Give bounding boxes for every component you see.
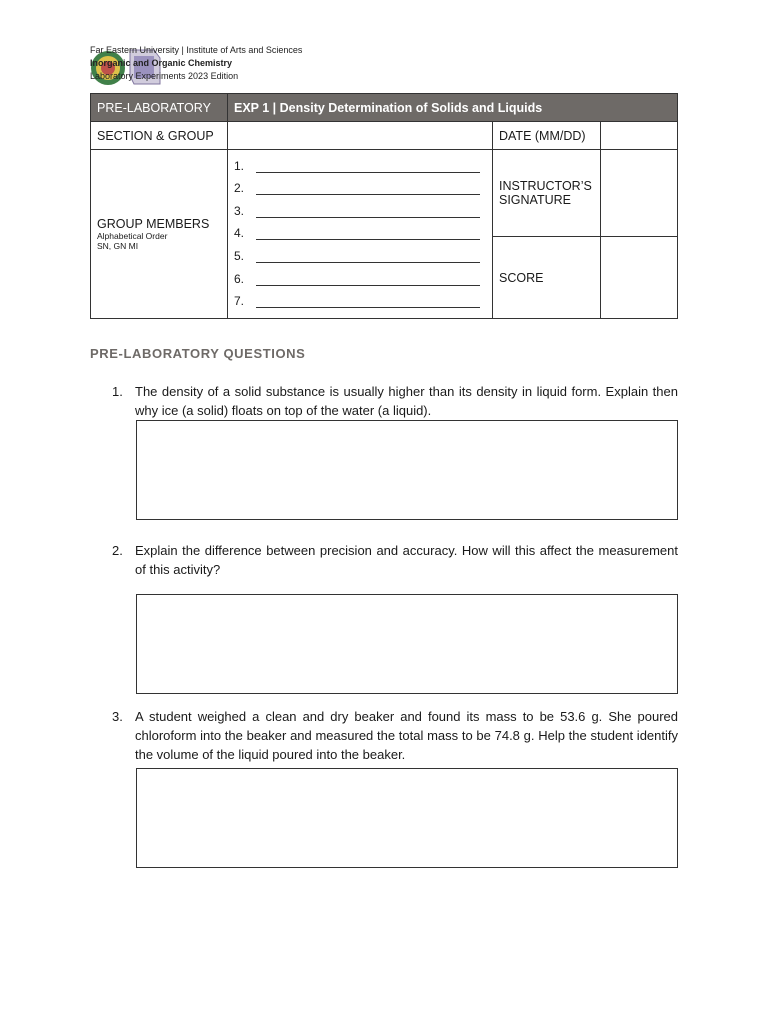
- score-field[interactable]: [601, 237, 678, 319]
- experiment-title: EXP 1 | Density Determination of Solids and Liquids: [228, 94, 678, 122]
- question-number: 3.: [112, 709, 123, 724]
- member-line[interactable]: 6.: [234, 263, 486, 286]
- member-line[interactable]: 7.: [234, 286, 486, 309]
- question-text: Explain the difference between precision and accuracy. How will this affect the measurement of this activity?: [135, 543, 678, 577]
- member-line[interactable]: 2.: [234, 173, 486, 196]
- header-course: Inorganic and Organic Chemistry: [90, 58, 233, 68]
- instructor-signature-field[interactable]: [601, 150, 678, 237]
- section-group-label: SECTION & GROUP: [91, 122, 228, 150]
- answer-box-3[interactable]: [136, 768, 678, 868]
- question-2: [112, 541, 678, 579]
- group-members-cell: [91, 150, 228, 319]
- document-header: [90, 44, 390, 90]
- pre-lab-label: PRE-LABORATORY: [91, 94, 228, 122]
- header-edition: Laboratory Experiments 2023 Edition: [90, 71, 239, 81]
- member-line[interactable]: 3.: [234, 195, 486, 218]
- date-field[interactable]: [601, 122, 678, 150]
- score-label: SCORE: [493, 237, 601, 319]
- question-number: 2.: [112, 543, 123, 558]
- member-line[interactable]: 4.: [234, 218, 486, 241]
- pre-lab-info-table: [90, 93, 678, 319]
- member-line[interactable]: 1.: [234, 150, 486, 173]
- member-line[interactable]: 5.: [234, 240, 486, 263]
- question-text: A student weighed a clean and dry beaker and found its mass to be 53.6 g. She poured chloroform into the beaker and measured the total mass to be 74.8 g. Help the student identify the volume of the liquid poured into the beaker.: [135, 709, 678, 762]
- answer-box-1[interactable]: [136, 420, 678, 520]
- question-text: The density of a solid substance is usually higher than its density in liquid form. Explain then why ice (a solid) floats on top of the water (a liquid).: [135, 384, 678, 418]
- date-label: DATE (MM/DD): [493, 122, 601, 150]
- question-1: [112, 382, 678, 420]
- question-3: [112, 707, 678, 764]
- header-institution: Far Eastern University | Institute of Arts and Sciences: [90, 45, 303, 55]
- section-group-field[interactable]: [228, 122, 493, 150]
- instructor-signature-label: INSTRUCTOR’S SIGNATURE: [493, 150, 601, 237]
- question-number: 1.: [112, 384, 123, 399]
- group-members-order-note: Alphabetical Order: [97, 231, 168, 242]
- group-members-list: [228, 150, 493, 319]
- section-title: PRE-LABORATORY QUESTIONS: [90, 346, 306, 361]
- group-members-label: GROUP MEMBERS: [97, 217, 210, 232]
- group-members-format-note: SN, GN MI: [97, 241, 139, 252]
- answer-box-2[interactable]: [136, 594, 678, 694]
